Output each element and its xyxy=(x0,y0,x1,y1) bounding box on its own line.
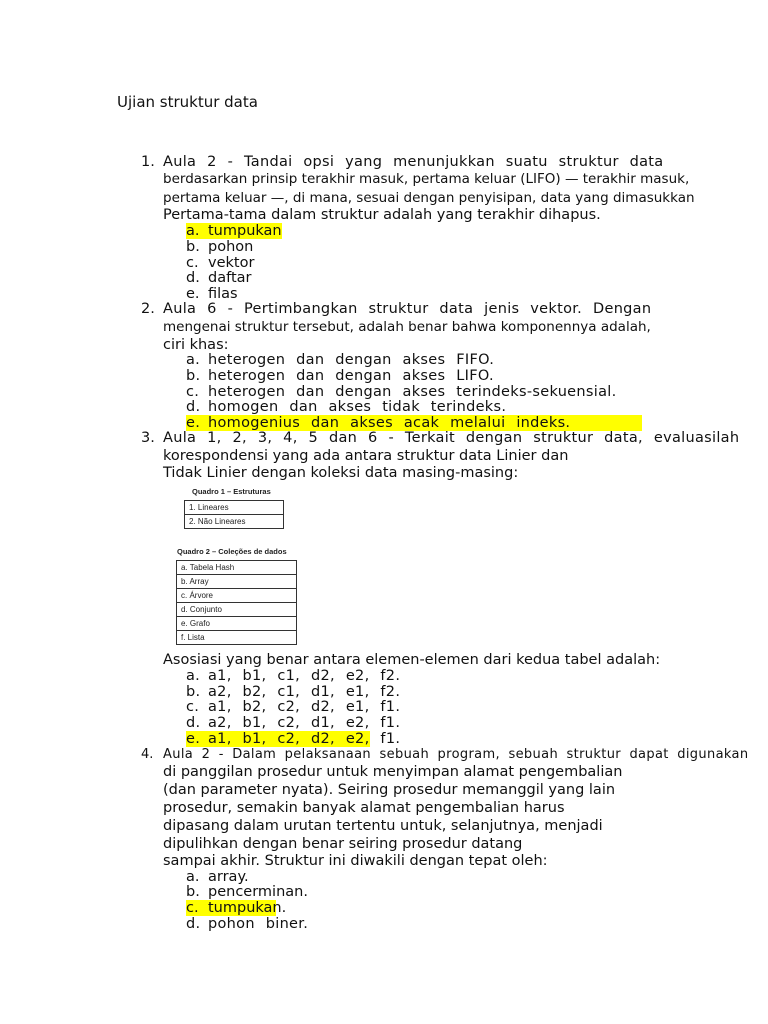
question-text-line: mengenai struktur tersebut, adalah benar bahwa komponennya adalah, xyxy=(163,319,651,335)
answer-option: a. array. xyxy=(186,869,249,885)
question-text-line: Aula 2 - Tandai opsi yang menunjukkan suatu struktur data xyxy=(163,154,664,170)
page-title: Ujian struktur data xyxy=(117,93,258,111)
question-number: 2. xyxy=(141,301,155,317)
question-text-line: pertama keluar —, di mana, sesuai dengan penyisipan, data yang dimasukkan xyxy=(163,190,695,206)
structures-table xyxy=(184,500,284,529)
table-caption: Quadro 1 – Estruturas xyxy=(192,487,271,496)
answer-option: e. homogenius dan akses acak melalui indeks. xyxy=(186,415,642,431)
answer-option: a. tumpukan xyxy=(186,223,282,239)
answer-option: e. filas xyxy=(186,286,238,302)
answer-option: c. vektor xyxy=(186,255,255,271)
answer-option: c. heterogen dan dengan akses terindeks-sekuensial. xyxy=(186,384,617,400)
question-text-line: di panggilan prosedur untuk menyimpan alamat pengembalian xyxy=(163,764,623,780)
answer-option: c. tumpukan. xyxy=(186,900,287,916)
data-collections-table xyxy=(176,560,297,645)
question-text-line: berdasarkan prinsip terakhir masuk, pertama keluar (LIFO) — terakhir masuk, xyxy=(163,171,690,187)
question-text-line: Pertama-tama dalam struktur adalah yang terakhir dihapus. xyxy=(163,207,601,223)
answer-option: b. a2, b2, c1, d1, e1, f2. xyxy=(186,684,401,700)
table-caption: Quadro 2 – Coleções de dados xyxy=(177,547,287,556)
question-number: 4. xyxy=(141,747,154,762)
question-text-line: Asosiasi yang benar antara elemen-elemen dari kedua tabel adalah: xyxy=(163,652,661,668)
answer-option: a. heterogen dan dengan akses FIFO. xyxy=(186,352,495,368)
table-row: 1. Lineares xyxy=(185,501,284,515)
question-text-line: dipulihkan dengan benar seiring prosedur datang xyxy=(163,836,523,852)
answer-option: b. heterogen dan dengan akses LIFO. xyxy=(186,368,494,384)
table-row: a. Tabela Hash xyxy=(177,561,297,575)
question-text-line: korespondensi yang ada antara struktur data Linier dan xyxy=(163,448,569,464)
question-text-line: Tidak Linier dengan koleksi data masing-masing: xyxy=(163,465,519,481)
question-text-line: Aula 2 - Dalam pelaksanaan sebuah program, sebuah struktur dapat digunakan xyxy=(163,747,749,762)
answer-option: d. pohon biner. xyxy=(186,916,309,932)
table-row: e. Grafo xyxy=(177,617,297,631)
table-row: c. Árvore xyxy=(177,589,297,603)
answer-option: e. a1, b1, c2, d2, e2, f1. xyxy=(186,731,401,747)
answer-option: a. a1, b1, c1, d2, e2, f2. xyxy=(186,668,401,684)
question-text-line: sampai akhir. Struktur ini diwakili dengan tepat oleh: xyxy=(163,853,548,869)
question-text-line: dipasang dalam urutan tertentu untuk, selanjutnya, menjadi xyxy=(163,818,603,834)
question-number: 1. xyxy=(141,154,155,170)
answer-option: d. daftar xyxy=(186,270,252,286)
question-text-line: (dan parameter nyata). Seiring prosedur memanggil yang lain xyxy=(163,782,616,798)
answer-option: b. pohon xyxy=(186,239,254,255)
answer-option: d. homogen dan akses tidak terindeks. xyxy=(186,399,507,415)
question-text-line: Aula 1, 2, 3, 4, 5 dan 6 - Terkait dengan struktur data, evaluasilah xyxy=(163,430,740,446)
question-text-line: Aula 6 - Pertimbangkan struktur data jenis vektor. Dengan xyxy=(163,301,652,317)
table-row: d. Conjunto xyxy=(177,603,297,617)
question-text-line: ciri khas: xyxy=(163,337,229,353)
answer-option: b. pencerminan. xyxy=(186,884,308,900)
question-number: 3. xyxy=(141,430,155,446)
answer-option: c. a1, b2, c2, d2, e1, f1. xyxy=(186,699,401,715)
answer-option: d. a2, b1, c2, d1, e2, f1. xyxy=(186,715,401,731)
table-row: 2. Não Lineares xyxy=(185,515,284,529)
table-row: b. Array xyxy=(177,575,297,589)
table-row: f. Lista xyxy=(177,631,297,645)
question-text-line: prosedur, semakin banyak alamat pengembalian harus xyxy=(163,800,565,816)
